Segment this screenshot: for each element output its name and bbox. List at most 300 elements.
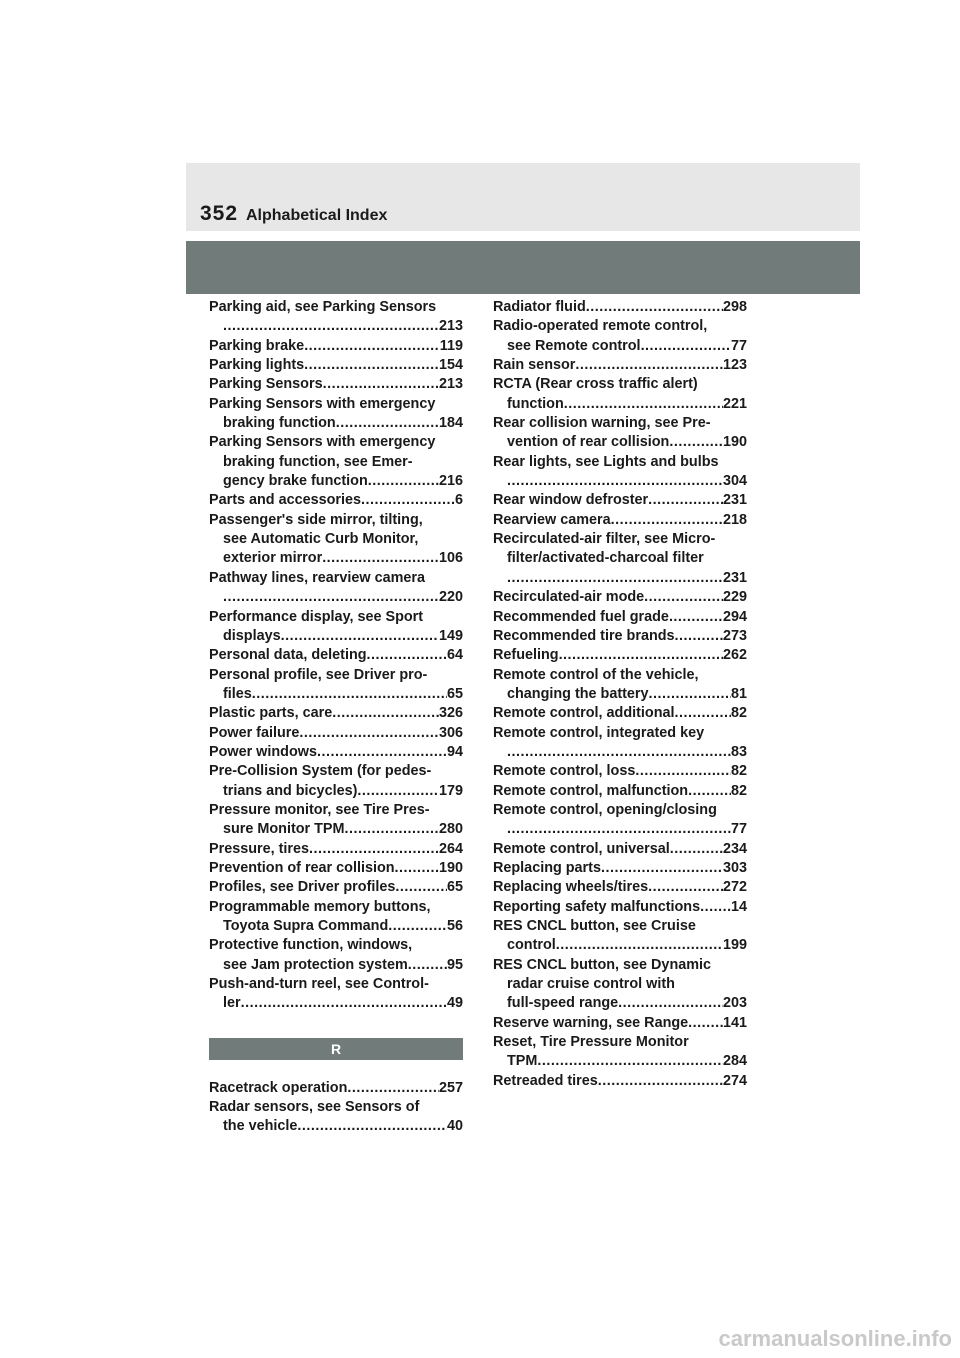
entry-text: Remote control, loss xyxy=(493,763,636,780)
index-entry-line xyxy=(493,956,747,975)
entry-text: Recirculated-air filter, see Micro- xyxy=(493,531,716,548)
index-entry-line xyxy=(209,994,463,1013)
dot-leader xyxy=(317,743,447,762)
index-entry-line xyxy=(493,298,747,317)
entry-text: Remote control of the vehicle, xyxy=(493,666,699,683)
entry-text: Protective function, windows, xyxy=(209,937,413,954)
entry-text: Performance display, see Sport xyxy=(209,608,424,625)
dot-leader xyxy=(669,433,723,452)
index-entry-line xyxy=(209,704,463,723)
index-entry-line xyxy=(493,317,747,336)
page-ref: 65 xyxy=(446,685,463,702)
page-ref: 154 xyxy=(438,357,463,374)
index-entry xyxy=(493,453,747,492)
index-entry-line xyxy=(493,646,747,665)
entry-text: Replacing wheels/tires xyxy=(493,879,649,896)
index-entry xyxy=(209,298,463,337)
index-entry-line xyxy=(493,530,747,549)
entry-text: trians and bicycles) xyxy=(223,782,358,799)
page-ref: 56 xyxy=(446,918,463,934)
index-entry-line xyxy=(209,1098,463,1117)
page-ref: 220 xyxy=(438,589,463,606)
index-entry-line xyxy=(493,975,747,994)
section-title: Alphabetical Index xyxy=(246,207,388,224)
index-entry xyxy=(209,936,463,975)
page-ref: 306 xyxy=(438,724,463,741)
index-entry-line xyxy=(209,588,463,607)
dot-leader xyxy=(641,337,731,356)
index-entry-line xyxy=(493,588,747,607)
index-entry xyxy=(209,704,463,723)
page-ref: 229 xyxy=(722,589,747,606)
entry-text: Parking brake xyxy=(209,337,305,354)
entry-text: function xyxy=(507,395,564,412)
page-ref: 65 xyxy=(446,879,463,896)
index-entry-line xyxy=(493,433,747,452)
dot-leader xyxy=(345,820,439,839)
page-ref: 199 xyxy=(722,937,747,954)
dot-leader xyxy=(648,491,723,510)
index-entry-line xyxy=(493,472,747,491)
index-entry-line xyxy=(209,859,463,878)
dot-leader xyxy=(644,588,723,607)
title-bar xyxy=(186,241,860,294)
entry-text: Push-and-turn reel, see Control- xyxy=(209,976,429,993)
page-ref: 284 xyxy=(722,1053,747,1070)
watermark: carmanualsonline.info xyxy=(718,1326,952,1351)
index-entry-line xyxy=(493,491,747,510)
index-entry-line xyxy=(493,878,747,897)
page-ref: 81 xyxy=(730,685,747,702)
entry-text: RCTA (Rear cross traffic alert) xyxy=(493,376,698,393)
index-entry xyxy=(209,511,463,569)
index-group-p xyxy=(209,298,463,1014)
entry-text: Personal data, deleting xyxy=(209,647,367,664)
index-entry xyxy=(209,433,463,491)
entry-text: Retreaded tires xyxy=(493,1072,598,1089)
entry-text: Pressure, tires xyxy=(209,840,309,857)
entry-text: braking function, see Emer- xyxy=(223,453,413,470)
index-entry-line xyxy=(493,569,747,588)
entry-text: Toyota Supra Command xyxy=(223,918,389,934)
dot-leader xyxy=(598,1072,723,1091)
dot-leader xyxy=(618,994,723,1013)
index-entry-line xyxy=(209,762,463,781)
page-ref: 326 xyxy=(438,705,463,722)
index-entry xyxy=(209,356,463,375)
index-entry-line xyxy=(209,375,463,394)
entry-text: Profiles, see Driver profiles xyxy=(209,879,396,896)
entry-text: Parking Sensors with emergency xyxy=(209,434,436,451)
entry-text: Radio-operated remote control, xyxy=(493,318,708,335)
index-entry xyxy=(493,1014,747,1033)
entry-text: Replacing parts xyxy=(493,859,601,876)
page-ref: 303 xyxy=(722,859,747,876)
index-entry xyxy=(493,1033,747,1072)
dot-leader xyxy=(564,395,723,414)
index-entry-line xyxy=(493,1033,747,1052)
entry-text: Remote control, opening/closing xyxy=(493,801,717,818)
index-entry xyxy=(493,956,747,1014)
entry-text: Remote control, malfunction xyxy=(493,782,689,799)
dot-leader xyxy=(395,878,447,897)
page-ref: 14 xyxy=(730,898,747,915)
index-entry xyxy=(209,608,463,647)
dot-leader xyxy=(601,859,723,878)
index-entry-line xyxy=(493,820,747,839)
entry-text: Pre-Collision System (for pedes- xyxy=(209,763,432,780)
index-entry-line xyxy=(209,1117,463,1136)
index-entry-line xyxy=(493,414,747,433)
dot-leader xyxy=(323,375,439,394)
entry-text: control xyxy=(507,937,556,954)
page-ref: 234 xyxy=(722,840,747,857)
index-entry-line xyxy=(493,704,747,723)
page-ref: 149 xyxy=(438,627,463,644)
index-entry-line xyxy=(209,956,463,975)
page-ref: 82 xyxy=(730,782,747,799)
page-ref: 83 xyxy=(730,743,747,760)
page-ref: 213 xyxy=(438,376,463,393)
dot-leader xyxy=(700,898,731,917)
entry-text: Recommended fuel grade xyxy=(493,608,669,625)
page-ref: 298 xyxy=(722,299,747,315)
index-entry-line xyxy=(209,878,463,897)
index-entry-line xyxy=(493,356,747,375)
index-entry xyxy=(493,1072,747,1091)
page-ref: 77 xyxy=(730,337,747,354)
index-entry xyxy=(209,743,463,762)
entry-text: Rain sensor xyxy=(493,357,576,374)
index-entry xyxy=(209,878,463,897)
entry-text: Power windows xyxy=(209,743,317,760)
page-number: 352 xyxy=(200,202,239,225)
index-entry xyxy=(493,608,747,627)
entry-text: files xyxy=(223,685,252,702)
dot-leader xyxy=(332,704,439,723)
dot-leader xyxy=(507,569,723,588)
dot-leader xyxy=(223,317,439,336)
index-entry xyxy=(209,840,463,859)
entry-text: Racetrack operation xyxy=(209,1079,348,1096)
index-entry-line xyxy=(209,337,463,356)
index-entry-line xyxy=(209,608,463,627)
index-entry xyxy=(209,975,463,1014)
index-entry xyxy=(209,859,463,878)
page-ref: 304 xyxy=(722,473,747,490)
index-column-left xyxy=(209,298,463,1137)
index-entry xyxy=(209,1079,463,1098)
index-entry xyxy=(209,724,463,743)
page-ref: 190 xyxy=(438,859,463,876)
index-entry xyxy=(209,375,463,394)
index-entry-line xyxy=(209,917,463,936)
dot-leader xyxy=(586,298,723,317)
index-entry-line xyxy=(209,975,463,994)
page-ref: 82 xyxy=(730,705,747,722)
entry-text: see Jam protection system xyxy=(223,956,408,973)
dot-leader xyxy=(507,820,731,839)
page-ref: 82 xyxy=(730,763,747,780)
index-entry-line xyxy=(209,414,463,433)
dot-leader xyxy=(252,685,447,704)
index-entry-line xyxy=(209,395,463,414)
index-entry xyxy=(493,840,747,859)
dot-leader xyxy=(408,956,447,975)
entry-text: Pressure monitor, see Tire Pres- xyxy=(209,801,430,818)
page-ref: 77 xyxy=(730,821,747,838)
index-entry-line xyxy=(493,1052,747,1071)
index-entry-line xyxy=(209,453,463,472)
page-ref: 221 xyxy=(722,395,747,412)
dot-leader xyxy=(388,917,447,936)
index-entry xyxy=(493,317,747,356)
entry-text: Plastic parts, care xyxy=(209,705,333,722)
index-entry-line xyxy=(493,375,747,394)
page-ref: 203 xyxy=(722,995,747,1012)
page-ref: 231 xyxy=(722,569,747,586)
index-entry-line xyxy=(493,511,747,530)
dot-leader xyxy=(304,337,440,356)
entry-text: Parking Sensors with emergency xyxy=(209,395,436,412)
index-entry-line xyxy=(209,743,463,762)
index-entry-line xyxy=(209,1079,463,1098)
index-entry-line xyxy=(493,608,747,627)
index-entry-line xyxy=(493,337,747,356)
index-entry-line xyxy=(209,549,463,568)
index-entry-line xyxy=(209,646,463,665)
index-group-r-right xyxy=(493,298,747,1091)
index-entry-line xyxy=(493,840,747,859)
index-entry xyxy=(209,395,463,434)
index-entry-line xyxy=(209,433,463,452)
index-entry xyxy=(493,704,747,723)
entry-text: RES CNCL button, see Cruise xyxy=(493,918,696,934)
dot-leader xyxy=(669,608,723,627)
index-group-r-left xyxy=(209,1079,463,1137)
entry-text: Radar sensors, see Sensors of xyxy=(209,1099,420,1116)
index-entry xyxy=(493,917,747,956)
dot-leader xyxy=(675,627,723,646)
index-entry-line xyxy=(493,685,747,704)
index-entry xyxy=(209,898,463,937)
entry-text: Rear lights, see Lights and bulbs xyxy=(493,453,719,470)
page-ref: 257 xyxy=(438,1079,463,1096)
index-entry-line xyxy=(493,801,747,820)
entry-text: sure Monitor TPM xyxy=(223,821,345,838)
index-entry xyxy=(493,801,747,840)
dot-leader xyxy=(611,511,723,530)
index-entry-line xyxy=(209,511,463,530)
dot-leader xyxy=(649,685,731,704)
dot-leader xyxy=(304,356,439,375)
dot-leader xyxy=(507,743,731,762)
page-ref: 123 xyxy=(722,357,747,374)
index-entry-line xyxy=(209,491,463,510)
index-entry xyxy=(493,511,747,530)
index-entry xyxy=(493,491,747,510)
dot-leader xyxy=(309,840,439,859)
dot-leader xyxy=(368,472,439,491)
index-entry-line xyxy=(209,666,463,685)
entry-text: Recirculated-air mode xyxy=(493,589,645,606)
entry-text: Parking aid, see Parking Sensors xyxy=(209,299,437,315)
index-entry xyxy=(493,898,747,917)
dot-leader xyxy=(688,782,731,801)
index-entry xyxy=(209,491,463,510)
entry-text: Power failure xyxy=(209,724,300,741)
entry-text: Recommended tire brands xyxy=(493,627,675,644)
page-ref: 94 xyxy=(446,743,463,760)
page-ref: 274 xyxy=(722,1072,747,1089)
dot-leader xyxy=(575,356,723,375)
entry-text: braking function xyxy=(223,415,336,432)
index-entry xyxy=(493,530,747,588)
index-entry xyxy=(493,588,747,607)
page-ref: 40 xyxy=(446,1118,463,1135)
index-entry-line xyxy=(209,724,463,743)
page-ref: 179 xyxy=(438,782,463,799)
index-entry xyxy=(493,762,747,781)
entry-text: gency brake function xyxy=(223,473,368,490)
index-entry-line xyxy=(493,782,747,801)
entry-text: filter/activated-charcoal filter xyxy=(507,550,704,567)
entry-text: Pathway lines, rearview camera xyxy=(209,569,425,586)
page-ref: 184 xyxy=(438,415,463,432)
page-ref: 280 xyxy=(438,821,463,838)
entry-text: exterior mirror xyxy=(223,550,323,567)
index-entry xyxy=(209,1098,463,1137)
page-ref: 262 xyxy=(722,647,747,664)
entry-text: displays xyxy=(223,627,281,644)
index-entry-line xyxy=(209,356,463,375)
index-entry-line xyxy=(493,395,747,414)
index-entry xyxy=(209,762,463,801)
index-entry-line xyxy=(209,685,463,704)
entry-text: Radiator fluid xyxy=(493,299,586,315)
index-entry xyxy=(209,337,463,356)
index-entry-line xyxy=(493,627,747,646)
page-ref: 231 xyxy=(722,492,747,509)
dot-leader xyxy=(367,646,447,665)
index-entry-line xyxy=(493,936,747,955)
entry-text: Remote control, universal xyxy=(493,840,670,857)
index-entry-line xyxy=(209,317,463,336)
index-entry-line xyxy=(493,453,747,472)
entry-text: Reporting safety malfunctions xyxy=(493,898,701,915)
dot-leader xyxy=(281,627,439,646)
entry-text: see Automatic Curb Monitor, xyxy=(223,531,419,548)
index-entry-line xyxy=(493,1014,747,1033)
index-entry-line xyxy=(493,743,747,762)
page-ref: 141 xyxy=(722,1014,747,1031)
index-entry xyxy=(493,878,747,897)
dot-leader xyxy=(395,859,439,878)
index-entry-line xyxy=(209,898,463,917)
index-entry-line xyxy=(493,724,747,743)
index-entry xyxy=(209,801,463,840)
page-ref: 49 xyxy=(446,995,463,1012)
index-entry xyxy=(209,666,463,705)
page-ref: 6 xyxy=(454,492,463,509)
index-entry xyxy=(493,414,747,453)
dot-leader xyxy=(322,549,439,568)
index-entry-line xyxy=(493,859,747,878)
dot-leader xyxy=(361,491,455,510)
page-ref: 213 xyxy=(438,318,463,335)
entry-text: Passenger's side mirror, tilting, xyxy=(209,511,423,528)
index-column-right xyxy=(493,298,747,1091)
index-entry-line xyxy=(209,569,463,588)
entry-text: full-speed range xyxy=(507,995,619,1012)
dot-leader xyxy=(688,1014,723,1033)
entry-text: Remote control, integrated key xyxy=(493,724,705,741)
dot-leader xyxy=(675,704,731,723)
index-entry-line xyxy=(209,627,463,646)
page-ref: 294 xyxy=(722,608,747,625)
entry-text: changing the battery xyxy=(507,685,649,702)
dot-leader xyxy=(559,646,723,665)
index-entry-line xyxy=(209,472,463,491)
dot-leader xyxy=(556,936,723,955)
page-ref: 216 xyxy=(438,473,463,490)
index-entry-line xyxy=(209,782,463,801)
index-entry xyxy=(493,627,747,646)
entry-text: Prevention of rear collision xyxy=(209,859,395,876)
index-entry-line xyxy=(493,898,747,917)
index-entry xyxy=(493,666,747,705)
index-entry-line xyxy=(493,994,747,1013)
entry-text: Parking lights xyxy=(209,357,305,374)
dot-leader xyxy=(648,878,723,897)
index-entry-line xyxy=(209,298,463,317)
section-divider-r: R xyxy=(209,1038,463,1060)
entry-text: Personal profile, see Driver pro- xyxy=(209,666,428,683)
index-entry-line xyxy=(493,917,747,936)
dot-leader xyxy=(357,782,439,801)
dot-leader xyxy=(537,1052,723,1071)
entry-text: Parts and accessories xyxy=(209,492,361,509)
index-entry xyxy=(209,646,463,665)
index-entry xyxy=(493,724,747,763)
dot-leader xyxy=(507,472,723,491)
entry-text: Remote control, additional xyxy=(493,705,675,722)
entry-text: Rear window defroster xyxy=(493,492,649,509)
entry-text: see Remote control xyxy=(507,337,641,354)
index-entry xyxy=(493,356,747,375)
index-entry-line xyxy=(493,666,747,685)
page-ref: 119 xyxy=(439,337,463,354)
entry-text: radar cruise control with xyxy=(507,976,675,993)
index-entry xyxy=(493,375,747,414)
index-entry xyxy=(493,782,747,801)
dot-leader xyxy=(223,588,439,607)
entry-text: Parking Sensors xyxy=(209,376,323,393)
page-ref: 272 xyxy=(722,879,747,896)
index-entry xyxy=(493,298,747,317)
index-entry xyxy=(493,646,747,665)
index-entry-line xyxy=(209,840,463,859)
index-entry-line xyxy=(493,549,747,568)
page-ref: 190 xyxy=(722,434,747,451)
page-ref: 106 xyxy=(438,550,463,567)
dot-leader xyxy=(241,994,447,1013)
entry-text: Rearview camera xyxy=(493,511,611,528)
index-entry-line xyxy=(493,1072,747,1091)
entry-text: Reset, Tire Pressure Monitor xyxy=(493,1034,689,1051)
entry-text: Refueling xyxy=(493,647,559,664)
page-ref: 264 xyxy=(438,840,463,857)
